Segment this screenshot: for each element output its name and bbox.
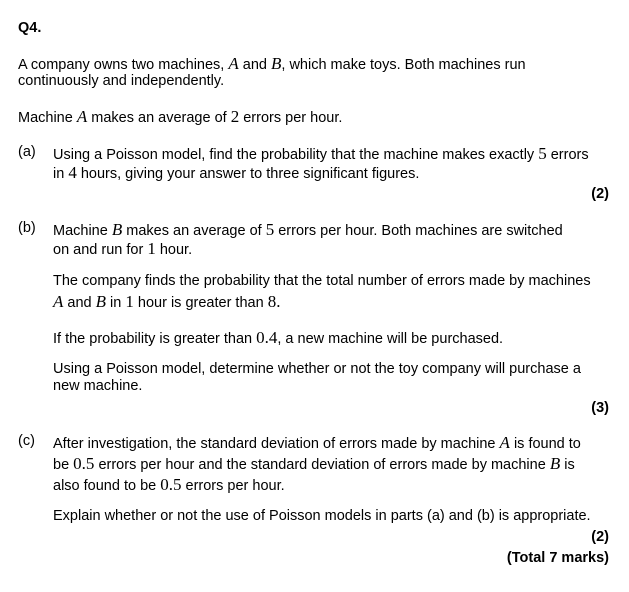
- part-c-line-1: After investigation, the standard deviation of errors made by machine A is found to: [53, 433, 581, 452]
- part-a-label: (a): [18, 144, 36, 160]
- question-number: Q4.: [18, 20, 42, 36]
- part-b-label: (b): [18, 220, 36, 236]
- part-b-para-2-line-1: The company finds the probability that the total number of errors made by machines: [53, 273, 591, 289]
- part-c-para-2: Explain whether or not the use of Poisson models in parts (a) and (b) is appropriate.: [53, 508, 591, 524]
- part-b-para-2-line-2: A and B in 1 hour is greater than 8.: [53, 292, 281, 311]
- machine-a-rate: Machine A makes an average of 2 errors per hour.: [18, 107, 343, 126]
- part-c-label: (c): [18, 433, 35, 449]
- part-b-para-1-line-1: Machine B makes an average of 5 errors per hour. Both machines are switched: [53, 220, 563, 239]
- part-b-para-1-line-2: on and run for 1 hour.: [53, 239, 193, 258]
- part-a-marks: (2): [591, 186, 609, 202]
- part-b-para-4-line-1: Using a Poisson model, determine whether or not the toy company will purchase a: [53, 361, 581, 377]
- part-b-marks: (3): [591, 400, 609, 416]
- intro-line-2: continuously and independently.: [18, 73, 225, 89]
- part-c-line-3: also found to be 0.5 errors per hour.: [53, 475, 285, 494]
- intro-line-1: A company owns two machines, A and B, which make toys. Both machines run: [18, 54, 526, 73]
- part-c-line-2: be 0.5 errors per hour and the standard deviation of errors made by machine B is: [53, 454, 575, 473]
- part-b-para-3: If the probability is greater than 0.4, a new machine will be purchased.: [53, 328, 504, 347]
- part-a-line-1: Using a Poisson model, find the probability that the machine makes exactly 5 errors: [53, 144, 589, 163]
- total-marks: (Total 7 marks): [506, 550, 609, 566]
- part-a-line-2: in 4 hours, giving your answer to three significant figures.: [53, 163, 420, 182]
- part-c-marks: (2): [591, 529, 609, 545]
- part-b-para-4-line-2: new machine.: [53, 378, 143, 394]
